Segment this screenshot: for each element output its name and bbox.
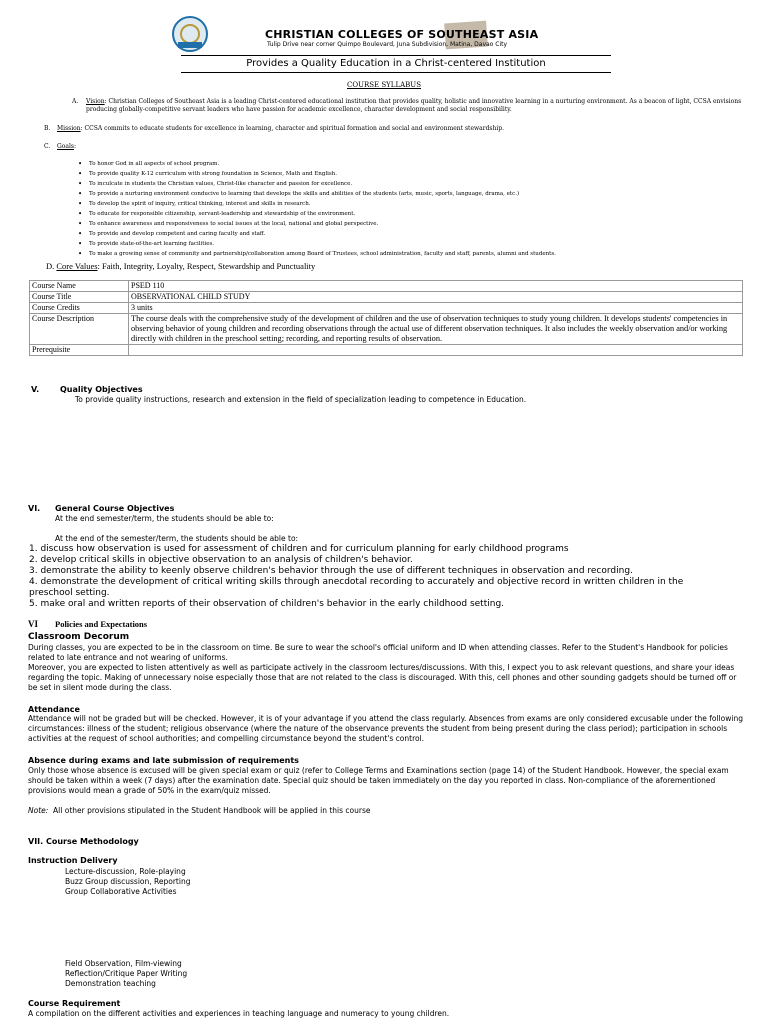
goal-item: • To provide a nurturing environment conducive to learning that develops the skills and abilities of the students (arts, music, sports, language, drama, etc.) — [78, 189, 556, 199]
course-title-label: Course Title — [30, 292, 129, 303]
college-name: CHRISTIAN COLLEGES OF SOUTHEAST ASIA — [265, 28, 539, 41]
goals-list — [78, 159, 556, 259]
header-rule-top — [181, 55, 611, 56]
course-credits-label: Course Credits — [30, 303, 129, 314]
course-credits-value: 3 units — [129, 303, 743, 314]
course-description-value: The course deals with the comprehensive study of the development of children and the use of observation techniques to study young children. It develops students' competencies in observing behavior of young children and recording observations through the actual use of different observation techniques. It also includes the weekly observation and/or working directly with children in the preschool setting; recording, and reporting results of observation. — [129, 314, 743, 345]
quality-objectives-heading: Quality Objectives — [60, 385, 143, 394]
prerequisite-label: Prerequisite — [30, 345, 129, 356]
policies-heading: Policies and Expectations — [55, 619, 148, 629]
syllabus-title: COURSE SYLLABUS — [346, 81, 421, 89]
header-rule-bottom — [181, 72, 611, 73]
goal-item: • To enhance awareness and responsiveness to social issues at the local, national and global perspective. — [78, 219, 556, 229]
goal-item: • To develop the spirit of inquiry, critical thinking, interest and skills in research. — [78, 199, 556, 209]
course-info-table — [29, 280, 743, 356]
core-values-letter: D. — [46, 261, 55, 271]
field-item: Reflection/Critique Paper Writing — [65, 969, 188, 978]
mission-letter: B. — [44, 125, 51, 132]
mission-block — [57, 125, 747, 133]
attendance-heading: Attendance — [28, 705, 80, 714]
instruction-item: Buzz Group discussion, Reporting — [65, 877, 191, 886]
policies-num: VI — [28, 619, 39, 629]
goal-item: • To inculcate in students the Christian values, Christ-like character and passion for excellence. — [78, 179, 556, 189]
mission-label: Mission — [57, 125, 81, 132]
goal-item: • To provide quality K-12 curriculum with strong foundation in Science, Math and English. — [78, 169, 556, 179]
requirement-heading: Course Requirement — [28, 999, 121, 1008]
instruction-item: Lecture-discussion, Role-playing — [65, 867, 186, 876]
prerequisite-value — [129, 345, 743, 356]
general-objectives-heading: General Course Objectives — [55, 504, 175, 513]
college-seal-icon — [172, 16, 208, 52]
course-name-value: PSED 110 — [129, 281, 743, 292]
table-row — [30, 281, 743, 292]
objectives-list — [29, 544, 729, 610]
requirement-text: A compilation on the different activities and experiences in teaching language and numeracy to young children. — [28, 1009, 450, 1018]
general-objectives-intro: At the end semester/term, the students should be able to: — [55, 514, 274, 523]
course-title-value: OBSERVATIONAL CHILD STUDY — [129, 292, 743, 303]
course-description-label: Course Description — [30, 314, 129, 345]
college-address: Tulip Drive near corner Quimpo Boulevard, Juna Subdivision, Matina, Davao City — [267, 41, 508, 48]
objective-item: 4. demonstrate the development of critical writing skills through anecdotal recording to accurately and objective record in written children in the preschool setting. — [29, 577, 684, 598]
methodology-heading: VII. Course Methodology — [28, 837, 139, 846]
note-line — [28, 806, 371, 816]
quality-objectives-num: V. — [31, 385, 40, 394]
quality-objectives-text: To provide quality instructions, research and extension in the field of specialization leading to competence in Education. — [75, 395, 527, 404]
tagline: Provides a Quality Education in a Christ-centered Institution — [246, 58, 546, 69]
instruction-item: Group Collaborative Activities — [65, 887, 177, 896]
objective-item: 3. demonstrate the ability to keenly observe children's behavior through the use of different techniques in observation and recording. — [29, 566, 633, 576]
table-row — [30, 292, 743, 303]
goal-item: • To provide state-of-the-art learning facilities. — [78, 239, 556, 249]
table-row — [30, 345, 743, 356]
core-values-text: : Faith, Integrity, Loyalty, Respect, Stewardship and Punctuality — [97, 261, 316, 271]
goals-label: Goals — [57, 143, 74, 150]
general-objectives-num: VI. — [28, 504, 41, 513]
objective-item: 1. discuss how observation is used for assessment of children and for curriculum planning for early childhood programs — [29, 544, 569, 554]
decorum-heading: Classroom Decorum — [28, 632, 130, 642]
vision-letter: A. — [72, 98, 79, 105]
course-name-label: Course Name — [30, 281, 129, 292]
absence-text: Only those whose absence is excused will be given special exam or quiz (refer to College Terms and Examinations section (page 14) of the Student Handbook. However, the special exam should be taken within a week (7 days) after the examination date. Special quiz should be taken immediately on the day you reported in class. Non-compliance of the aforementioned provisions would mean a grade of 50% in the exam/quiz missed. — [28, 766, 729, 795]
note-label: Note: — [28, 806, 49, 815]
attendance-text: Attendance will not be graded but will be checked. However, it is of your advantage if you attend the class regularly. Absences from exams are only considered excusable under the following circumstances: illness of the student; religious observance (where the nature of the observance prevents the student from being present during the class period); participation in schools activities at the request of school authorities; and compelling circumstance beyond the student's control. — [28, 714, 743, 743]
table-row — [30, 303, 743, 314]
decorum-text: During classes, you are expected to be in the classroom on time. Be sure to wear the school's official uniform and ID when attending classes. Refer to the Student's Handbook for policies related to late entrance and not wearing of uniforms. Moreover, you are expected to listen attentively as well as participate actively in the classroom lectures/discussions. With this, I expect you to ask relevant questions, and share your ideas regarding the topic. Making of unnecessary noise especially those that are not related to the class is discouraged. With this, cell phones and other sounding gadgets should be turned off or be set in silent mode during the class. — [28, 643, 737, 692]
vision-label: Vision — [86, 98, 105, 105]
absence-heading: Absence during exams and late submission of requirements — [28, 756, 299, 765]
core-values-label: Core Values — [56, 261, 98, 271]
goal-item: • To honor God in all aspects of school program. — [78, 159, 556, 169]
instruction-heading: Instruction Delivery — [28, 856, 118, 865]
core-values-block — [46, 261, 315, 271]
field-item: Demonstration teaching — [65, 979, 156, 988]
goal-item: • To provide and develop competent and caring faculty and staff. — [78, 229, 556, 239]
mission-text: : CCSA commits to educate students for excellence in learning, character and spiritual formation and social and environment stewardship. — [80, 125, 505, 132]
table-row — [30, 314, 743, 345]
objective-item: 5. make oral and written reports of their observation of children's behavior in the early childhood setting. — [29, 599, 505, 609]
goals-letter: C. — [44, 143, 51, 150]
goal-item: • To educate for responsible citizenship, servant-leadership and stewardship of the environment. — [78, 209, 556, 219]
goal-item: • To make a growing sense of community and partnership/collaboration among Board of Trustees, school administration, faculty and staff, parents, alumni and students. — [78, 249, 556, 259]
objective-item: 2. develop critical skills in objective observation to an analysis of children's behavior. — [29, 555, 413, 565]
field-item: Field Observation, Film-viewing — [65, 959, 182, 968]
goals-heading: Goals: — [57, 143, 77, 150]
vision-text: : Christian Colleges of Southeast Asia is a leading Christ-centered educational institution that provides quality, holistic and innovative learning in a nurturing environment. As a beacon of light, CCSA envisions producing globally-competitive servant leaders who have passion for academic excellence, character development and social responsibility. — [86, 98, 742, 113]
general-objectives-intro-2: At the end of the semester/term, the students should be able to: — [55, 534, 299, 543]
vision-block — [86, 98, 746, 114]
note-text: All other provisions stipulated in the Student Handbook will be applied in this course — [48, 806, 371, 815]
